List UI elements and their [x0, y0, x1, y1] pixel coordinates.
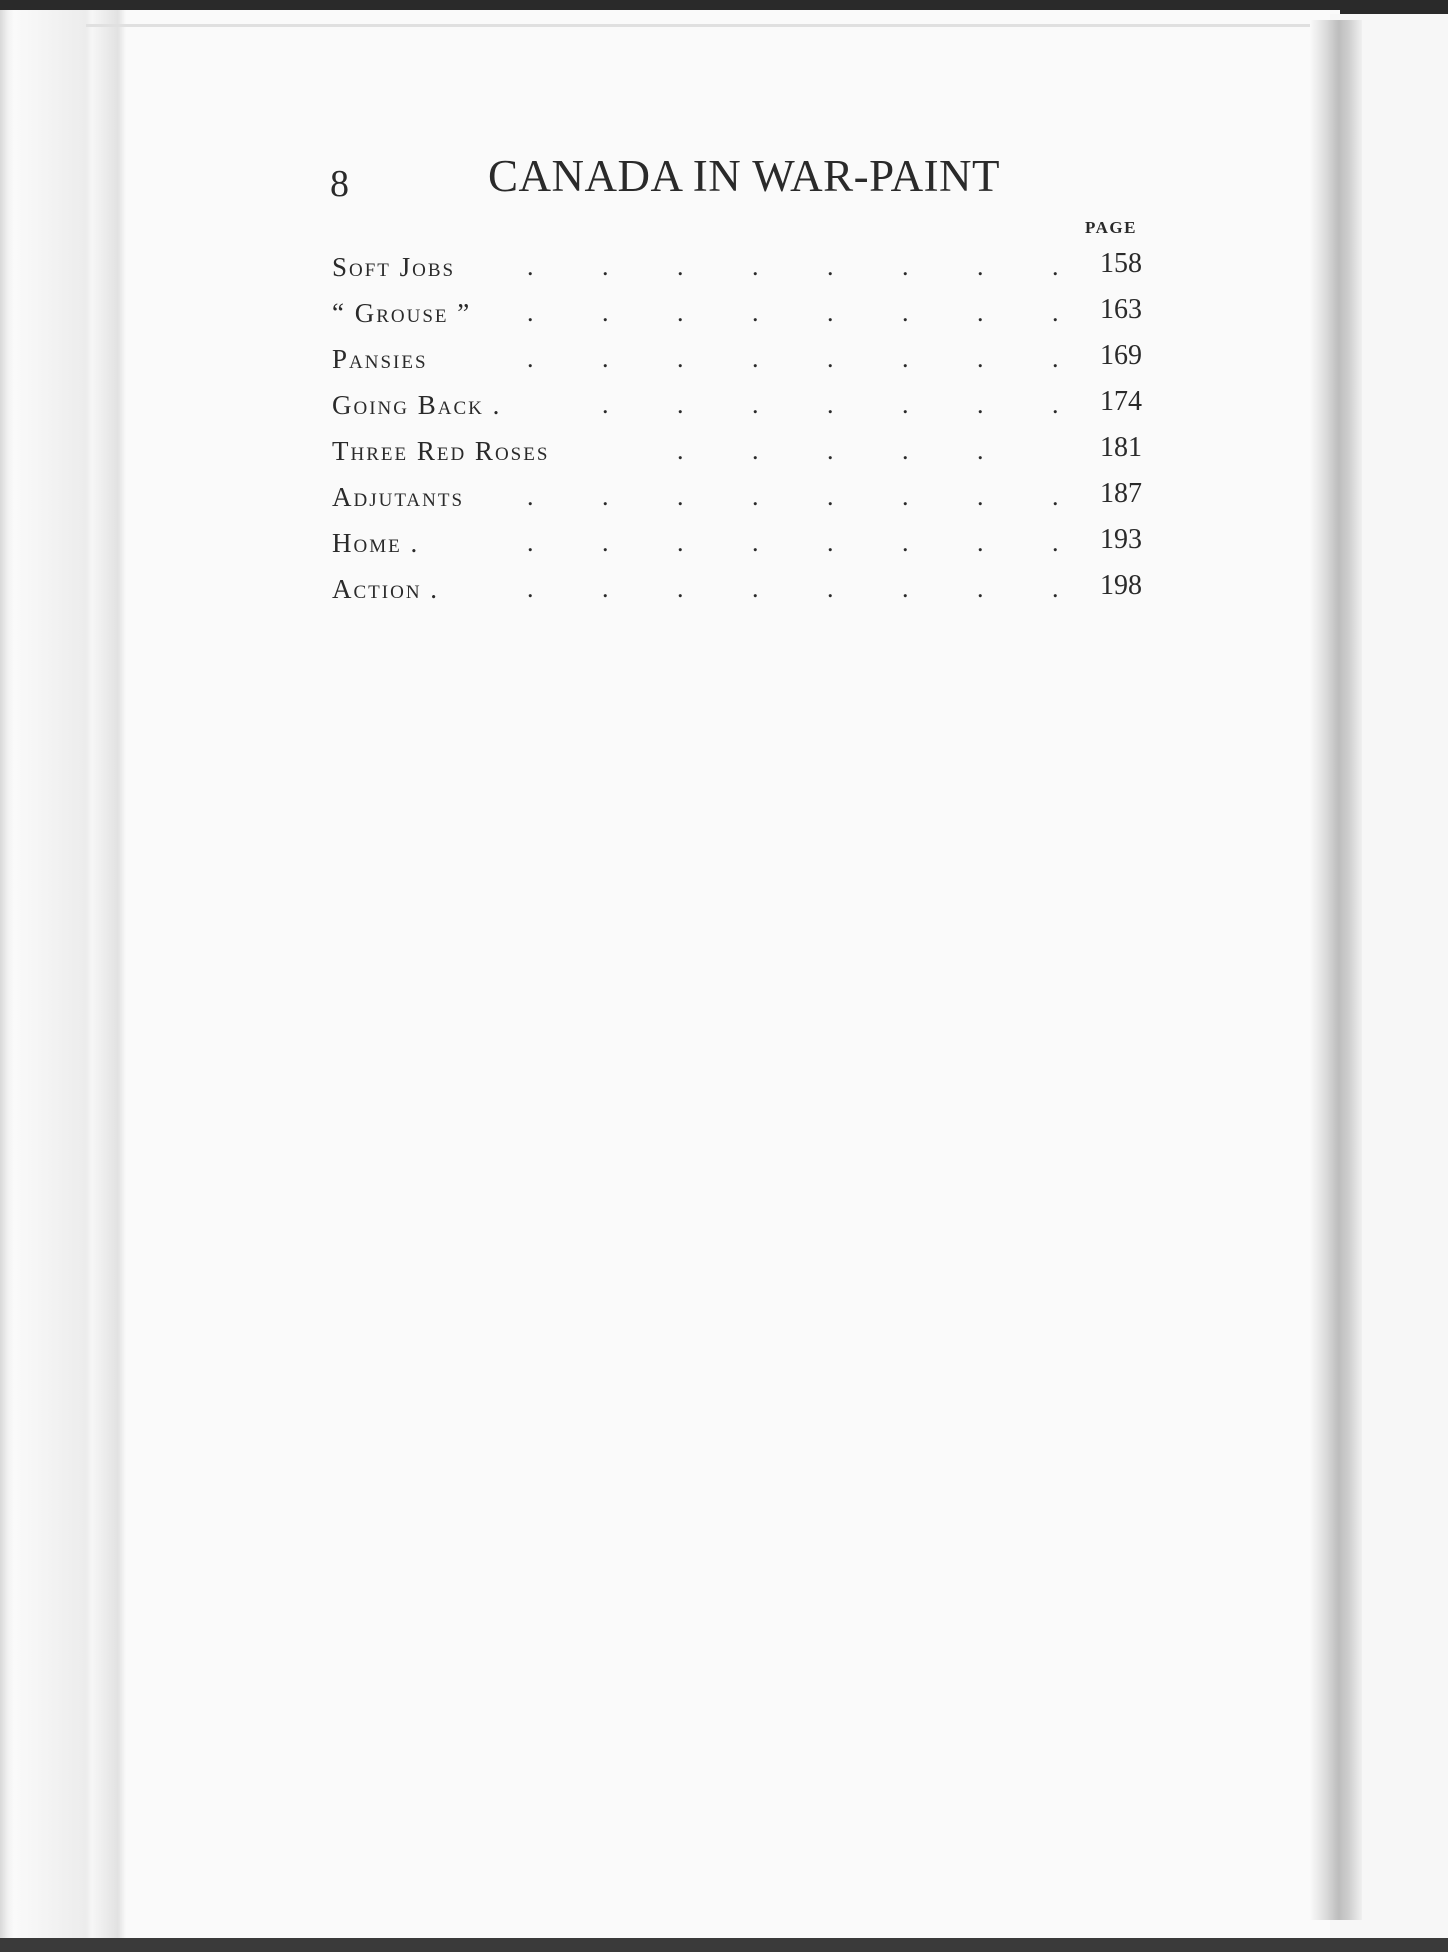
scan-bottom-edge — [0, 1938, 1448, 1952]
toc-entry-title: Soft Jobs — [332, 252, 456, 282]
toc-entry-page: 193 — [1100, 524, 1142, 555]
toc-entry-page: 158 — [1100, 248, 1142, 279]
toc-entry-title: Three Red Roses — [332, 436, 550, 466]
page-header — [330, 150, 1030, 210]
toc-entry-title: Adjutants — [332, 482, 465, 512]
toc-leader-dots: . . . . . . . . — [527, 344, 1059, 373]
toc-entry-page: 174 — [1100, 386, 1142, 417]
toc-entry — [332, 294, 1152, 340]
toc-entry-page: 187 — [1100, 478, 1142, 509]
toc-entry-page: 198 — [1100, 570, 1142, 601]
toc-entry-page: 163 — [1100, 294, 1142, 325]
page-top-line — [86, 24, 1326, 27]
toc-entry-page: 169 — [1100, 340, 1142, 371]
toc-entry-page: 181 — [1100, 432, 1142, 463]
toc-leader-dots: . . . . . . . — [602, 390, 1059, 419]
page-edge-stack — [0, 10, 130, 1940]
toc-entry-title: Home . — [332, 528, 420, 558]
page-column-label: PAGE — [1085, 218, 1137, 237]
toc-entry — [332, 524, 1152, 570]
page-number: 8 — [330, 163, 349, 205]
toc-entry-title: Pansies — [332, 344, 428, 374]
toc-entry — [332, 386, 1152, 432]
toc-leader-dots: . . . . . . . . — [527, 252, 1059, 281]
running-title: CANADA IN WAR-PAINT — [488, 151, 1001, 201]
toc-entry — [332, 570, 1152, 616]
toc-leader-dots: . . . . . — [677, 436, 984, 465]
table-of-contents — [332, 248, 1152, 616]
toc-entry — [332, 248, 1152, 294]
toc-entry — [332, 340, 1152, 386]
toc-entry-title: Going Back . — [332, 390, 502, 420]
toc-leader-dots: . . . . . . . . — [527, 298, 1059, 327]
toc-leader-dots: . . . . . . . . — [527, 528, 1059, 557]
toc-entry — [332, 478, 1152, 524]
toc-entry-title: “ Grouse ” — [332, 298, 472, 328]
toc-entry — [332, 432, 1152, 478]
toc-leader-dots: . . . . . . . . — [527, 574, 1059, 603]
toc-leader-dots: . . . . . . . . — [527, 482, 1059, 511]
toc-entry-title: Action . — [332, 574, 440, 604]
